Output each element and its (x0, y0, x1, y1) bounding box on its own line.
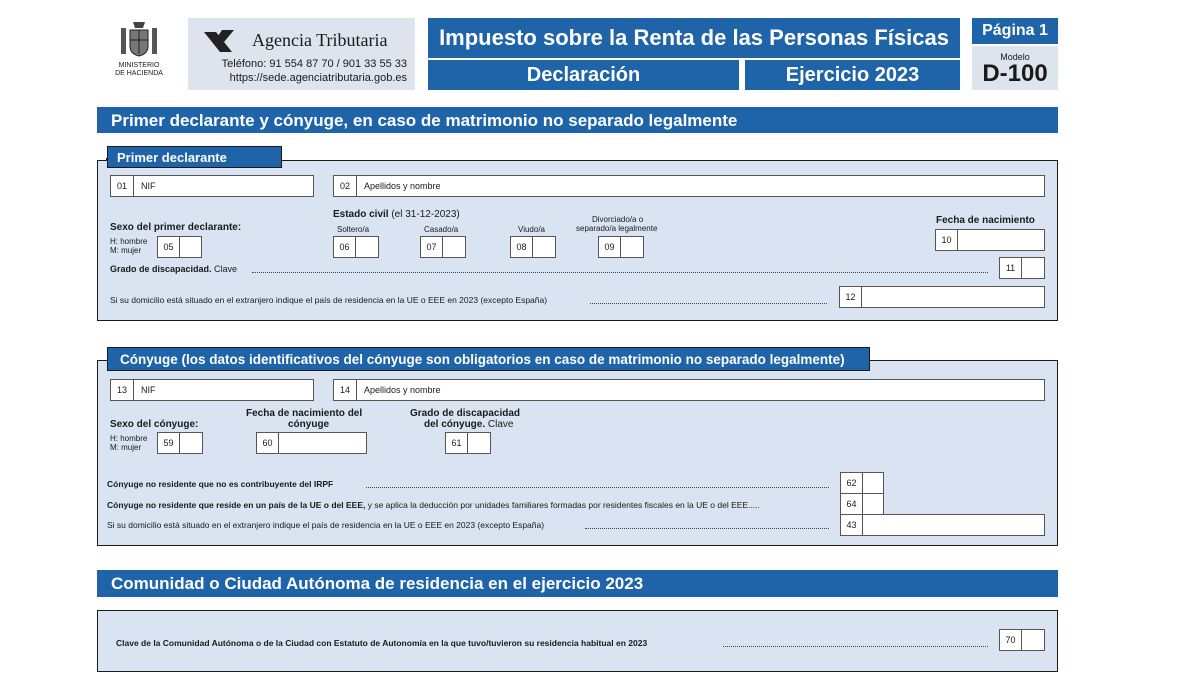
conyuge-pais-input[interactable] (862, 514, 1045, 536)
agency-phone: Teléfono: 91 554 87 70 / 901 33 55 33 (221, 58, 407, 70)
main-title: Impuesto sobre la Renta de las Personas Físicas (428, 18, 960, 58)
estado-civil-heading (333, 209, 460, 220)
modelo-box (972, 46, 1058, 90)
page-number: Página 1 (972, 18, 1058, 44)
modelo-label: Modelo (1000, 52, 1030, 62)
section-title-comunidad: Comunidad o Ciudad Autónoma de residencia en el ejercicio 2023 (97, 570, 1058, 597)
apellidos-nombre-field[interactable] (333, 175, 1045, 197)
conyuge-tab: Cónyuge (los datos identificativos del cónyuge son obligatorios en caso de matrimonio no separado legalmente) (107, 347, 870, 371)
no-residente-label: Cónyuge no residente que no es contribuyente del IRPF (107, 479, 334, 489)
divorciado-label-1: Divorciado/a o (592, 215, 644, 224)
grado-clave-label: Clave (211, 264, 238, 274)
viudo-label: Viudo/a (518, 225, 545, 234)
conyuge-grado-label-2-line (424, 419, 513, 430)
conyuge-fecha-label-1: Fecha de nacimiento del (246, 408, 363, 419)
conyuge-nif-label: NIF (141, 385, 156, 395)
field-number-10: 10 (935, 229, 958, 251)
ministry-logo (108, 18, 170, 84)
dotted-leader (723, 646, 988, 647)
field-number-05: 05 (157, 236, 180, 258)
casado-label: Casado/a (424, 225, 459, 234)
primer-declarante-tab: Primer declarante (107, 146, 282, 168)
conyuge-fecha-input[interactable] (278, 432, 367, 454)
field-number-01: 01 (117, 181, 128, 191)
comunidad-clave-label: Clave de la Comunidad Autónoma o de la Ciudad con Estatuto de Autonomía en la que tuvo/tuvieron su residencia habitual en 2023 (116, 638, 648, 648)
apellidos-label: Apellidos y nombre (364, 181, 441, 191)
conyuge-h-label: H: hombre (110, 434, 148, 443)
field-number-02: 02 (340, 181, 351, 191)
conyuge-grado-label-2: del cónyuge. (424, 419, 486, 430)
agency-name: Agencia Tributaria (252, 30, 388, 50)
ministry-line1: MINISTERIO (118, 62, 160, 69)
subtitle: Declaración (428, 60, 739, 90)
conyuge-domicilio-label: Si su domicilio está situado en el extranjero indique el país de residencia en la UE o EEE en 2023 (excepto España) (107, 520, 545, 530)
field-number-12: 12 (839, 286, 862, 308)
domicilio-extranjero-label: Si su domicilio está situado en el extranjero indique el país de residencia en la UE o EEE en 2023 (excepto España) (110, 295, 548, 305)
estado-civil-label: Estado civil (333, 209, 389, 220)
field-number-07: 07 (420, 236, 443, 258)
agency-box (188, 18, 415, 90)
h-hombre-label: H: hombre (110, 237, 148, 246)
conyuge-sexo-input[interactable] (179, 432, 203, 454)
nif-field[interactable] (110, 175, 314, 197)
field-number-59: 59 (157, 432, 180, 454)
field-number-09: 09 (598, 236, 621, 258)
dotted-leader (366, 487, 829, 488)
conyuge-grado-input[interactable] (467, 432, 491, 454)
grado-discapacidad-label: Grado de discapacidad. (110, 264, 212, 274)
casado-input[interactable] (442, 236, 466, 258)
comunidad-input[interactable] (1021, 629, 1045, 651)
soltero-input[interactable] (355, 236, 379, 258)
estado-civil-date: (el 31-12-2023) (388, 209, 460, 220)
pais-residencia-input[interactable] (861, 286, 1045, 308)
m-mujer-label: M: mujer (110, 246, 142, 255)
divorciado-input[interactable] (620, 236, 644, 258)
conyuge-nif-field[interactable] (110, 379, 314, 401)
divorciado-label-2: separado/a legalmente (576, 224, 658, 233)
conyuge-apellidos-label: Apellidos y nombre (364, 385, 441, 395)
nif-label: NIF (141, 181, 156, 191)
residente-ue-input[interactable] (862, 493, 884, 515)
modelo-code: D-100 (982, 60, 1048, 87)
sexo-label: Sexo del primer declarante: (110, 222, 242, 233)
field-number-64: 64 (840, 493, 863, 515)
conyuge-grado-clave: Clave (485, 419, 514, 430)
field-number-08: 08 (510, 236, 533, 258)
conyuge-fecha-label-2: cónyuge (288, 419, 330, 430)
section-title-declarantes: Primer declarante y cónyuge, en caso de matrimonio no separado legalmente (97, 107, 1058, 133)
viudo-input[interactable] (532, 236, 556, 258)
field-number-60: 60 (256, 432, 279, 454)
conyuge-sexo-label: Sexo del cónyuge: (110, 419, 199, 430)
field-number-06: 06 (333, 236, 356, 258)
residente-ue-label-rest: y se aplica la deducción por unidades familiares formadas por residentes fiscales en la UE o del EEE..... (365, 500, 760, 510)
residente-ue-label-bold: Cónyuge no residente que reside en un país de la UE o del EEE, (107, 500, 366, 510)
conyuge-grado-label-1: Grado de discapacidad (410, 408, 521, 419)
dotted-leader (585, 528, 829, 529)
agency-logo-icon (202, 28, 236, 54)
grado-discapacidad-heading (110, 264, 237, 275)
conyuge-apellidos-field[interactable] (333, 379, 1045, 401)
fecha-nacimiento-input[interactable] (957, 229, 1045, 251)
agency-url: https://sede.agenciatributaria.gob.es (229, 72, 407, 84)
grado-discapacidad-input[interactable] (1021, 257, 1045, 279)
field-number-70: 70 (999, 629, 1022, 651)
conyuge-m-label: M: mujer (110, 443, 142, 452)
field-number-13: 13 (117, 385, 128, 395)
residente-ue-heading (107, 500, 760, 511)
dotted-leader (590, 303, 827, 304)
no-residente-input[interactable] (862, 472, 884, 494)
year-label: Ejercicio 2023 (745, 60, 960, 90)
field-number-61: 61 (445, 432, 468, 454)
dotted-leader (252, 272, 988, 273)
coat-of-arms-icon (117, 18, 161, 62)
ministry-line2: DE HACIENDA (115, 70, 163, 77)
sexo-input[interactable] (179, 236, 202, 258)
soltero-label: Soltero/a (337, 225, 370, 234)
field-number-43: 43 (840, 514, 863, 536)
field-number-11: 11 (999, 257, 1022, 279)
field-number-62: 62 (840, 472, 863, 494)
field-number-14: 14 (340, 385, 351, 395)
fecha-nacimiento-label: Fecha de nacimiento (936, 215, 1035, 226)
